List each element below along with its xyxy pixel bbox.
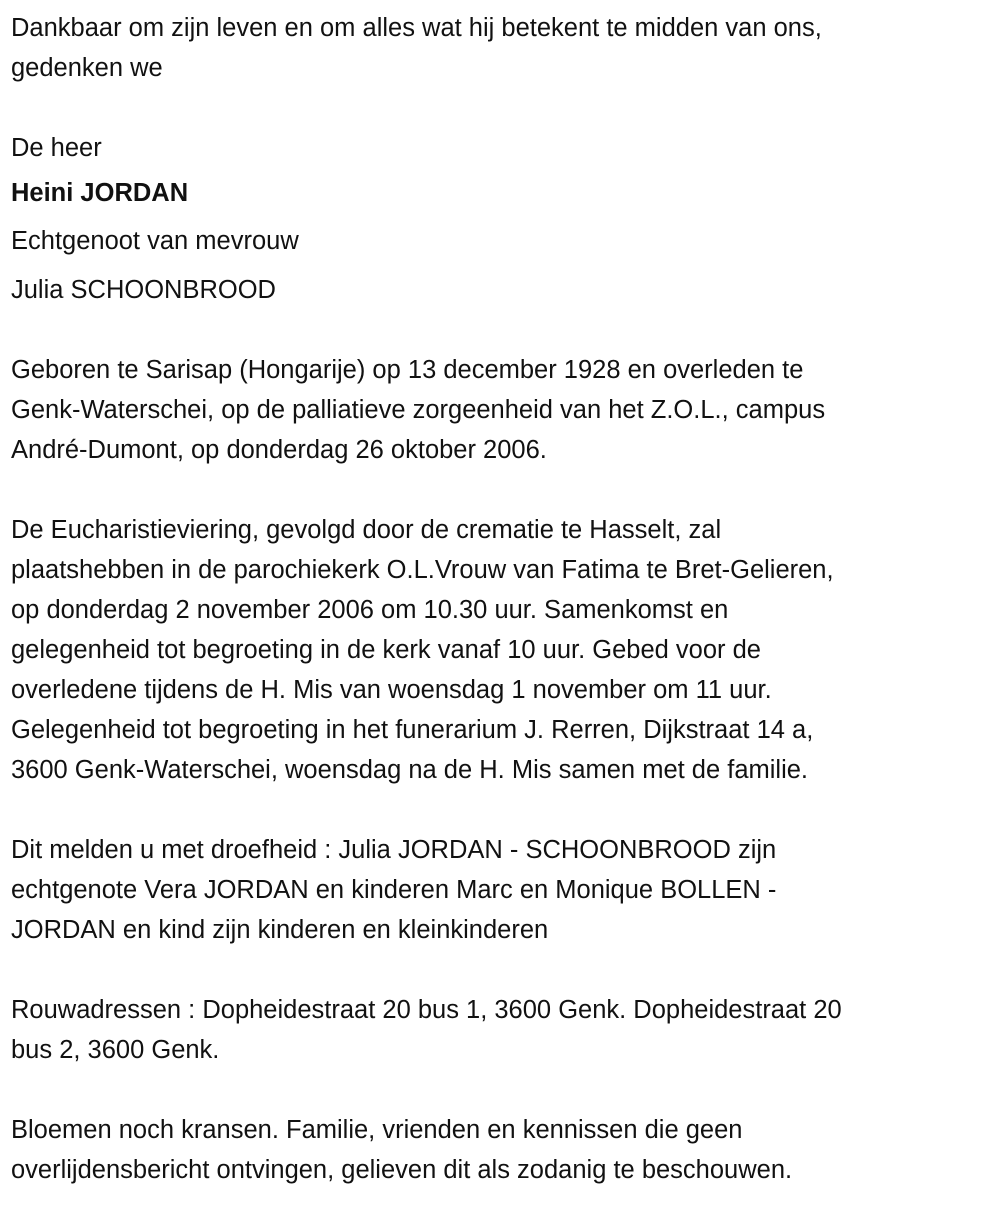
ceremony-line: overledene tijdens de H. Mis van woensdag 1 november om 11 uur.: [11, 676, 772, 704]
announcement-line: JORDAN en kind zijn kinderen en kleinkinderen: [11, 916, 549, 944]
ceremony-line: plaatshebben in de parochiekerk O.L.Vrouw van Fatima te Bret-Gelieren,: [11, 556, 834, 584]
spouse-name: Julia SCHOONBROOD: [11, 276, 276, 304]
birth-death-line: Genk-Waterschei, op de palliatieve zorgeenheid van het Z.O.L., campus: [11, 396, 826, 424]
announcement-line: echtgenote Vera JORDAN en kinderen Marc en Monique BOLLEN -: [11, 876, 777, 904]
flowers-line: overlijdensbericht ontvingen, gelieven dit als zodanig te beschouwen.: [11, 1156, 793, 1184]
ceremony-line: op donderdag 2 november 2006 om 10.30 uur. Samenkomst en: [11, 596, 729, 624]
intro-line: gedenken we: [11, 54, 163, 82]
spouse-label: Echtgenoot van mevrouw: [11, 227, 299, 255]
intro-line: Dankbaar om zijn leven en om alles wat hij betekent te midden van ons,: [11, 14, 822, 42]
deceased-name: Heini JORDAN: [11, 179, 189, 207]
ceremony-line: 3600 Genk-Waterschei, woensdag na de H. Mis samen met de familie.: [11, 756, 809, 784]
flowers-line: Bloemen noch kransen. Familie, vrienden en kennissen die geen: [11, 1116, 743, 1144]
title-prefix: De heer: [11, 134, 102, 162]
addresses-line: Rouwadressen : Dopheidestraat 20 bus 1, 3600 Genk. Dopheidestraat 20: [11, 996, 842, 1024]
addresses-line: bus 2, 3600 Genk.: [11, 1036, 220, 1064]
birth-death-line: Geboren te Sarisap (Hongarije) op 13 december 1928 en overleden te: [11, 356, 804, 384]
ceremony-line: gelegenheid tot begroeting in de kerk vanaf 10 uur. Gebed voor de: [11, 636, 761, 664]
ceremony-line: De Eucharistieviering, gevolgd door de crematie te Hasselt, zal: [11, 516, 722, 544]
ceremony-line: Gelegenheid tot begroeting in het funerarium J. Rerren, Dijkstraat 14 a,: [11, 716, 814, 744]
birth-death-line: André-Dumont, op donderdag 26 oktober 2006.: [11, 436, 547, 464]
announcement-line: Dit melden u met droefheid : Julia JORDAN - SCHOONBROOD zijn: [11, 836, 777, 864]
